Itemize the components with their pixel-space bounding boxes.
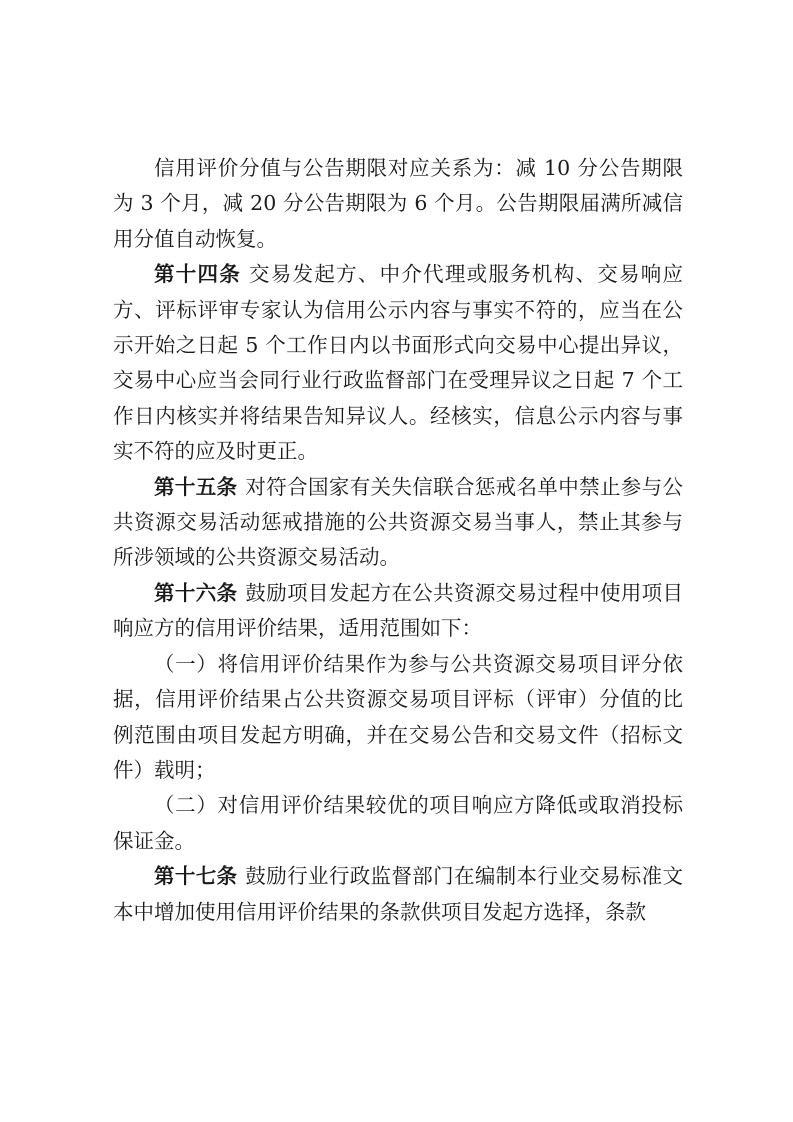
paragraph-score-period: [113, 151, 683, 257]
paragraph-article-17: [113, 859, 683, 930]
paragraph-text: 交易发起方、中介代理或服务机构、交易响应方、评标评审专家认为信用公示内容与事实不符的，应当在公示开始之日起 5 个工作日内以书面形式向交易中心提出异议，交易中心应当会同行业行政监督部门在受理异议之日起 7 个工作日内核实并将结果告知异议人。经核实，信息公示内容与事实不符的应及时更正。: [113, 262, 684, 464]
document-body: [113, 151, 683, 930]
article-label: 第十七条: [154, 864, 238, 889]
paragraph-article-14: [113, 257, 683, 469]
paragraph-item-2: [113, 788, 683, 859]
paragraph-text: （一）将信用评价结果作为参与公共资源交易项目评分依据，信用评价结果占公共资源交易项目评标（评审）分值的比例范围由项目发起方明确，并在交易公告和交易文件（招标文件）载明；: [113, 651, 683, 782]
paragraph-text: 鼓励行业行政监督部门在编制本行业交易标准文本中增加使用信用评价结果的条款供项目发起方选择，条款: [113, 864, 684, 924]
paragraph-text: 鼓励项目发起方在公共资源交易过程中使用项目响应方的信用评价结果，适用范围如下：: [113, 580, 684, 641]
paragraph-article-16: [113, 576, 683, 647]
article-label: 第十四条: [154, 262, 242, 287]
article-label: 第十六条: [154, 580, 238, 605]
paragraph-text: 对符合国家有关失信联合惩戒名单中禁止参与公共资源交易活动惩戒措施的公共资源交易当事人，禁止其参与所涉领域的公共资源交易活动。: [113, 474, 684, 570]
paragraph-text: 信用评价分值与公告期限对应关系为：减 10 分公告期限为 3 个月，减 20 分公告期限为 6 个月。公告期限届满所减信用分值自动恢复。: [113, 156, 683, 251]
paragraph-text: （二）对信用评价结果较优的项目响应方降低或取消投标保证金。: [113, 793, 683, 853]
paragraph-article-15: [113, 470, 683, 576]
article-label: 第十五条: [154, 474, 238, 499]
paragraph-item-1: [113, 647, 683, 789]
